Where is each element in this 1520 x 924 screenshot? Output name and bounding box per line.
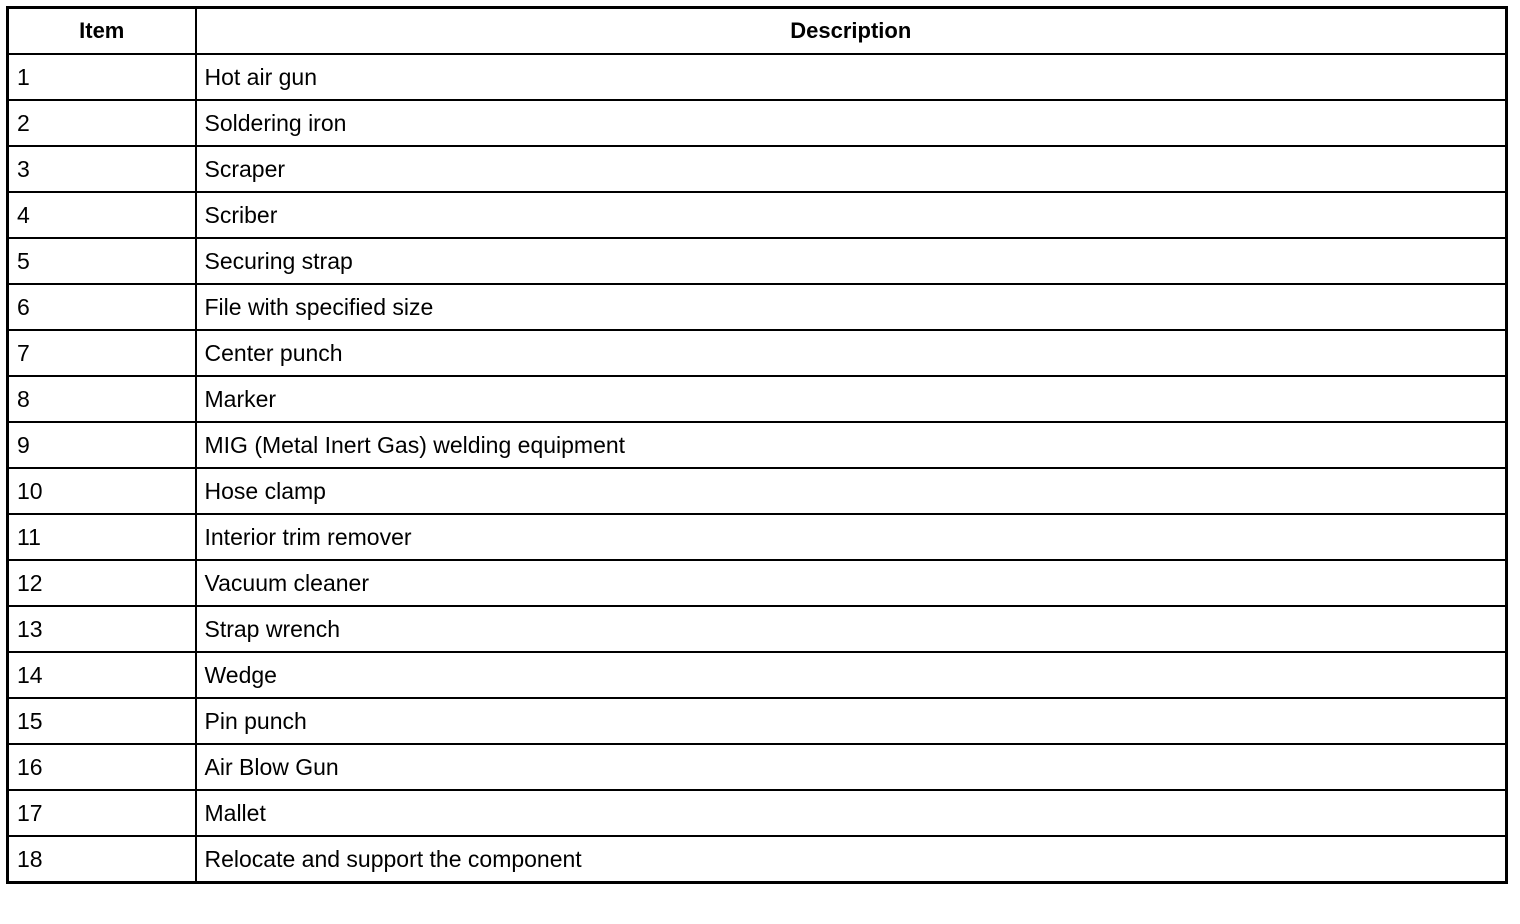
- item-number-cell: 1: [8, 54, 196, 100]
- table-row: [8, 100, 1507, 146]
- table-header-row: [8, 8, 1507, 55]
- item-number-cell: 9: [8, 422, 196, 468]
- table-row: [8, 606, 1507, 652]
- description-cell: Scriber: [196, 192, 1507, 238]
- table-row: [8, 468, 1507, 514]
- table-row: [8, 652, 1507, 698]
- item-number-cell: 7: [8, 330, 196, 376]
- table-row: [8, 54, 1507, 100]
- item-number-cell: 4: [8, 192, 196, 238]
- table-row: [8, 744, 1507, 790]
- description-cell: File with specified size: [196, 284, 1507, 330]
- description-cell: Mallet: [196, 790, 1507, 836]
- item-number-cell: 5: [8, 238, 196, 284]
- table-row: [8, 376, 1507, 422]
- description-cell: Relocate and support the component: [196, 836, 1507, 883]
- description-cell: Vacuum cleaner: [196, 560, 1507, 606]
- item-number-cell: 16: [8, 744, 196, 790]
- table-row: [8, 330, 1507, 376]
- description-cell: Wedge: [196, 652, 1507, 698]
- description-cell: Securing strap: [196, 238, 1507, 284]
- item-number-cell: 6: [8, 284, 196, 330]
- description-cell: Hose clamp: [196, 468, 1507, 514]
- item-number-cell: 17: [8, 790, 196, 836]
- description-cell: Soldering iron: [196, 100, 1507, 146]
- item-number-cell: 18: [8, 836, 196, 883]
- item-number-cell: 12: [8, 560, 196, 606]
- description-cell: MIG (Metal Inert Gas) welding equipment: [196, 422, 1507, 468]
- column-header-item: Item: [8, 8, 196, 55]
- tool-list-table: [6, 6, 1508, 884]
- table-row: [8, 284, 1507, 330]
- item-number-cell: 3: [8, 146, 196, 192]
- description-cell: Strap wrench: [196, 606, 1507, 652]
- description-cell: Scraper: [196, 146, 1507, 192]
- item-number-cell: 10: [8, 468, 196, 514]
- item-number-cell: 15: [8, 698, 196, 744]
- description-cell: Interior trim remover: [196, 514, 1507, 560]
- table-row: [8, 790, 1507, 836]
- table-row: [8, 192, 1507, 238]
- description-cell: Hot air gun: [196, 54, 1507, 100]
- description-cell: Center punch: [196, 330, 1507, 376]
- table-row: [8, 422, 1507, 468]
- item-number-cell: 2: [8, 100, 196, 146]
- description-cell: Air Blow Gun: [196, 744, 1507, 790]
- table-row: [8, 836, 1507, 883]
- table-row: [8, 514, 1507, 560]
- column-header-description: Description: [196, 8, 1507, 55]
- table-row: [8, 238, 1507, 284]
- item-number-cell: 11: [8, 514, 196, 560]
- item-number-cell: 14: [8, 652, 196, 698]
- item-number-cell: 8: [8, 376, 196, 422]
- description-cell: Pin punch: [196, 698, 1507, 744]
- item-number-cell: 13: [8, 606, 196, 652]
- description-cell: Marker: [196, 376, 1507, 422]
- table-row: [8, 146, 1507, 192]
- table-row: [8, 698, 1507, 744]
- table-row: [8, 560, 1507, 606]
